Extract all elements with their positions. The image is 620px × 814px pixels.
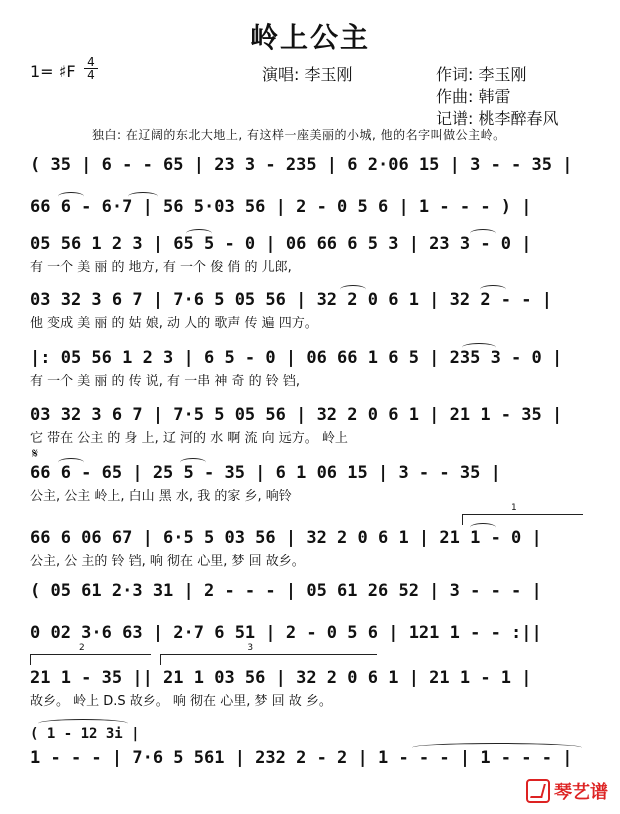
- slur: [58, 458, 84, 467]
- lyrics: 他 变成 美 丽 的 姑 娘, 动 人的 歌声 传 遍 四方。: [30, 316, 318, 331]
- slur: [470, 229, 496, 238]
- score-line-7: [0, 461, 620, 504]
- volta-1: 1: [462, 514, 583, 525]
- score-line-11: [0, 666, 620, 709]
- score-line-10: [0, 621, 620, 645]
- score-line-2: [0, 195, 620, 219]
- lyrics: 公主, 公 主的 铃 铛, 响 彻在 心里, 梦 回 故乡。: [30, 554, 305, 569]
- intro-monologue: 独白: 在辽阔的东北大地上, 有这样一座美丽的小城, 他的名字叫做公主岭。: [92, 128, 506, 142]
- time-top: 4: [87, 55, 95, 69]
- time-bottom: 4: [84, 68, 98, 81]
- tie: [412, 743, 582, 752]
- time-signature: [84, 56, 98, 81]
- notes: 66 6 - 65 | 25 5 - 35 | 6 1 06 15 | 3 - - 35 |: [30, 463, 501, 483]
- slur: [180, 458, 206, 467]
- notes: ( 35 | 6 - - 65 | 23 3 - 235 | 6 2·06 15 | 3 - - 35 |: [30, 155, 573, 175]
- segno-sign: 𝄋: [32, 446, 39, 462]
- notes: 66 6 - 6·7 | 56 5·03 56 | 2 - 0 5 6 | 1 - - - ) |: [30, 197, 532, 217]
- score-line-5: [0, 346, 620, 389]
- logo-icon: [526, 779, 550, 803]
- volta-3: 3: [160, 654, 377, 665]
- notes: ( 1 - 12 3i |: [30, 726, 140, 742]
- notes: 05 56 1 2 3 | 65 5 - 0 | 06 66 6 5 3 | 23 3 - 0 |: [30, 234, 532, 254]
- score-line-4: [0, 288, 620, 331]
- slur: [470, 523, 496, 532]
- score-line-9: [0, 579, 620, 603]
- lyrics: 它 带在 公主 的 身 上, 辽 河的 水 啊 流 向 远方。 岭上: [30, 431, 348, 446]
- logo-text: 琴艺谱: [554, 782, 608, 803]
- slur: [186, 229, 212, 238]
- slur: [480, 285, 506, 294]
- score-line-1: [0, 153, 620, 177]
- score-line-6: [0, 403, 620, 446]
- lyricist-credit: 作词: 李玉刚: [436, 65, 527, 84]
- composer-credit: 作曲: 韩雷: [436, 87, 511, 106]
- notes: ( 05 61 2·3 31 | 2 - - - | 05 61 26 52 | 3 - - - |: [30, 581, 542, 601]
- slur: [340, 285, 366, 294]
- score-line-3: [0, 232, 620, 275]
- key-signature: 1= ♯F: [30, 62, 76, 81]
- slur: [58, 192, 84, 201]
- slur: [462, 343, 496, 352]
- site-logo: [526, 778, 608, 804]
- singer-credit: 演唱: 李玉刚: [262, 65, 353, 84]
- song-title: 岭上公主: [249, 21, 370, 54]
- slur: [38, 719, 128, 728]
- notes: 66 6 06 67 | 6·5 5 03 56 | 32 2 0 6 1 | 21 1 - 0 |: [30, 528, 542, 548]
- lyrics: 有 一个 美 丽 的 地方, 有 一个 俊 俏 的 儿郎,: [30, 260, 292, 275]
- score-line-8: [0, 526, 620, 569]
- slur: [128, 192, 158, 201]
- lyrics: 公主, 公主 岭上, 白山 黑 水, 我 的家 乡, 响铃: [30, 489, 292, 504]
- notes: 21 1 - 35 || 21 1 03 56 | 32 2 0 6 1 | 21 1 - 1 |: [30, 668, 532, 688]
- volta-2: 2: [30, 654, 151, 665]
- notes: 03 32 3 6 7 | 7·5 5 05 56 | 32 2 0 6 1 | 21 1 - 35 |: [30, 405, 563, 425]
- transcriber-credit: 记谱: 桃李醉春风: [436, 109, 559, 128]
- notes: |: 05 56 1 2 3 | 6 5 - 0 | 06 66 1 6 5 | 235 3 - 0 |: [30, 348, 563, 368]
- lyrics: 有 一个 美 丽 的 传 说, 有 一串 神 奇 的 铃 铛,: [30, 374, 300, 389]
- lyrics: 故乡。 岭上 D.S 故乡。 响 彻在 心里, 梦 回 故 乡。: [30, 694, 332, 709]
- notes: 0 02 3·6 63 | 2·7 6 51 | 2 - 0 5 6 | 121 1 - - :||: [30, 623, 542, 643]
- notes: 03 32 3 6 7 | 7·6 5 05 56 | 32 2 0 6 1 | 32 2 - - |: [30, 290, 552, 310]
- notes: 1 - - - | 7·6 5 561 | 232 2 - 2 | 1 - - - | 1 - - - |: [30, 748, 573, 768]
